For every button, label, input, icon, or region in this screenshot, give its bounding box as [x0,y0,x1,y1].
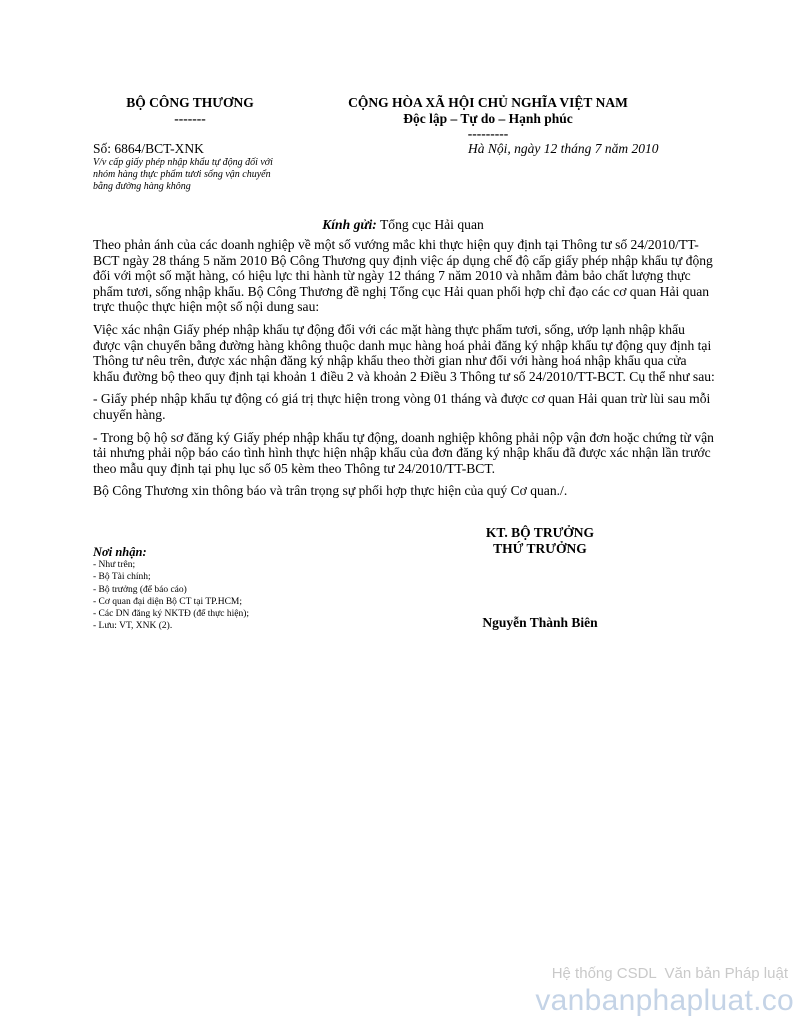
recipients-list [93,559,249,633]
recipient-item: - Cơ quan đại diện Bộ CT tại TP.HCM; [93,596,243,607]
body-paragraph-main: Việc xác nhận Giấy phép nhập khẩu tự động đối với các mặt hàng thực phẩm tươi, sống, ướp lạnh nhập khẩu được vận chuyển bằng đường hàng không thuộc danh mục hàng hoá phải đăng ký nhập khẩu tự động quy định tại Thông tư nêu trên, được xác nhận đăng ký nhập khẩu theo thời gian như đối với hàng hoá nhập khẩu qua cửa khẩu đường bộ theo quy định tại khoản 1 điều 2 và khoản 2 Điều 3 Thông tư số 24/2010/TT-BCT. Cụ thể như sau: [93,321,715,384]
ministry-rule: ------- [174,111,206,126]
addressee [93,217,713,233]
body-paragraph-bullet-1: - Giấy phép nhập khẩu tự động có giá trị thực hiện trong vòng 01 tháng và được cơ quan Hải quan trừ lùi sau mỗi chuyến hàng. [93,391,711,422]
ministry-name: BỘ CÔNG THƯƠNG [126,95,254,110]
recipients-block [93,545,249,633]
recipient-item: - Bộ trưởng (để báo cáo) [93,584,187,595]
nation-title: CỘNG HÒA XÃ HỘI CHỦ NGHĨA VIỆT NAM [348,95,628,110]
place-date: Hà Nội, ngày 12 tháng 7 năm 2010 [468,141,659,156]
watermark-line-1: Hệ thống CSDL Văn bản Pháp luật [551,965,788,982]
national-motto: Độc lập – Tự do – Hạnh phúc [403,111,573,126]
body-paragraph-bullet-2: - Trong bộ hộ sơ đăng ký Giấy phép nhập khẩu tự động, doanh nghiệp không phải nộp vận đơn hoặc chứng từ vận tải nhưng phải nộp báo cáo tình hình thực hiện nhập khẩu của đơn đăng ký nhập khẩu đã được xác nhận lần trước theo mẫu quy định tại phụ lục số 05 kèm theo Thông tư 24/2010/TT-BCT. [93,429,714,476]
recipient-item: - Lưu: VT, XNK (2). [93,621,173,632]
letter-body [93,237,715,506]
recipient-item: - Các DN đăng ký NKTĐ (để thực hiện); [93,609,250,620]
motto-rule: --------- [467,126,509,141]
recipient-item: - Bộ Tài chính; [93,572,151,583]
signature-title-1: KT. BỘ TRƯỞNG [485,525,595,540]
document-number: Số: 6864/BCT-XNK [93,141,204,156]
body-paragraph-intro: Theo phản ánh của các doanh nghiệp về một số vướng mắc khi thực hiện quy định tại Thông tư số 24/2010/TT-BCT ngày 28 tháng 5 năm 2010 Bộ Công Thương quy định việc áp dụng chế độ cấp giấy phép nhập khẩu tự động đối với một số mặt hàng, có hiệu lực thi hành từ ngày 12 tháng 7 năm 2010 và nhằm đảm bảo chất lượng thực phẩm tươi, sống nhập khẩu. Bộ Công Thương đề nghị Tổng cục Hải quan phối hợp chỉ đạo các cơ quan Hải quan trực thuộc thực hiện một số nội dung sau: [93,237,713,315]
addressee-label: Kính gửi: [322,217,377,232]
body-paragraph-closing: Bộ Công Thương xin thông báo và trân trọng sự phối hợp thực hiện của quý Cơ quan./. [93,483,568,499]
watermark-line-2: vanbanphapluat.co [535,984,794,1017]
signer-name: Nguyễn Thành Biên [482,615,598,630]
recipients-title: Nơi nhận: [93,545,147,559]
recipient-item: - Như trên; [93,560,136,570]
addressee-name: Tổng cục Hải quan [379,217,484,232]
signature-title-2: THỨ TRƯỞNG [493,541,587,556]
document-subject: V/v cấp giấy phép nhập khẩu tự động đối với nhóm hàng thực phẩm tươi sống vận chuyển bằng đường hàng không [93,157,273,192]
